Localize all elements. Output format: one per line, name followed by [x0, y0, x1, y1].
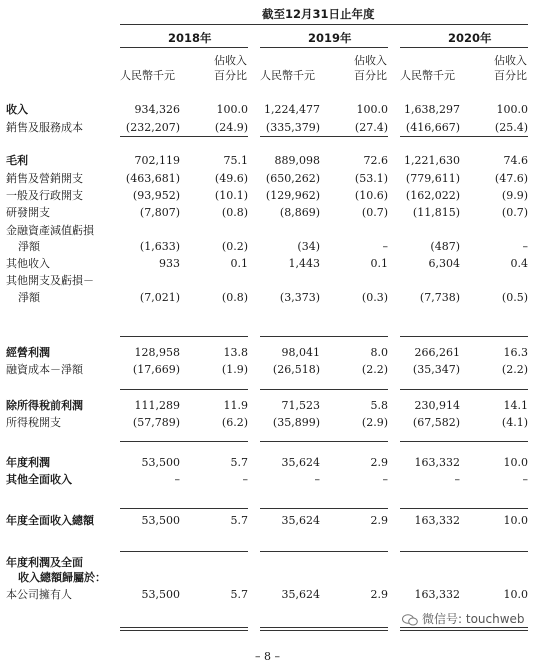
pct-header-2020-l2: 百分比 — [494, 69, 527, 82]
row-label: 其他開支及虧損－ — [6, 274, 94, 287]
wechat-watermark — [400, 610, 527, 627]
amount-cell: (487) — [430, 240, 460, 253]
watermark-text: 微信号: touchweb — [422, 612, 525, 626]
percent-cell: (0.2) — [221, 240, 248, 253]
amount-cell: 53,500 — [141, 456, 180, 469]
percent-cell: (0.7) — [361, 206, 388, 219]
amount-cell: 1,224,477 — [264, 103, 320, 116]
amount-cell: (11,815) — [412, 206, 460, 219]
row-label: 研發開支 — [6, 206, 50, 219]
amount-cell: (650,262) — [265, 172, 320, 185]
amount-cell: (3,373) — [279, 291, 320, 304]
row-label: 淨額 — [18, 240, 40, 253]
row-label: 其他全面收入 — [6, 473, 72, 486]
percent-cell: 0.1 — [370, 257, 388, 270]
percent-cell: (2.9) — [361, 416, 388, 429]
unit-header-2018: 人民幣千元 — [120, 69, 175, 82]
percent-cell: (10.6) — [354, 189, 388, 202]
percent-cell: (6.2) — [221, 416, 248, 429]
amount-cell: 230,914 — [414, 399, 460, 412]
amount-cell: 53,500 — [141, 588, 180, 601]
percent-cell: (25.4) — [494, 121, 528, 134]
percent-cell: 10.0 — [503, 514, 528, 527]
amount-cell: – — [174, 473, 180, 486]
year-rule-2019 — [260, 47, 388, 48]
amount-cell: 98,041 — [281, 346, 320, 359]
amount-cell: (779,611) — [405, 172, 460, 185]
percent-cell: (2.2) — [501, 363, 528, 376]
year-2020: 2020年 — [448, 31, 492, 45]
percent-cell: (2.2) — [361, 363, 388, 376]
amount-cell: (35,347) — [412, 363, 460, 376]
amount-cell: 6,304 — [428, 257, 460, 270]
amount-cell: (7,807) — [139, 206, 180, 219]
percent-cell: 100.0 — [496, 103, 528, 116]
percent-cell: 8.0 — [370, 346, 388, 359]
percent-cell: – — [382, 240, 388, 253]
percent-cell: 5.7 — [230, 514, 248, 527]
amount-cell: 71,523 — [281, 399, 320, 412]
amount-cell: 35,624 — [281, 456, 320, 469]
row-label: 年度全面收入總額 — [6, 514, 94, 527]
percent-cell: (9.9) — [501, 189, 528, 202]
percent-cell: – — [382, 473, 388, 486]
amount-cell: (232,207) — [125, 121, 180, 134]
percent-cell: 10.0 — [503, 588, 528, 601]
wechat-icon — [402, 614, 418, 626]
percent-cell: (0.3) — [361, 291, 388, 304]
row-label: 一般及行政開支 — [6, 189, 83, 202]
amount-cell: 53,500 — [141, 514, 180, 527]
percent-cell: 0.4 — [510, 257, 528, 270]
row-label: 金融資產減值虧損 — [6, 224, 94, 237]
row-label: 年度利潤及全面 — [6, 556, 83, 569]
year-rule-2018 — [120, 47, 248, 48]
percent-cell: (49.6) — [214, 172, 248, 185]
amount-cell: (93,952) — [132, 189, 180, 202]
percent-cell: 10.0 — [503, 456, 528, 469]
percent-cell: (4.1) — [501, 416, 528, 429]
percent-cell: (0.5) — [501, 291, 528, 304]
amount-cell: 35,624 — [281, 514, 320, 527]
percent-cell: (24.9) — [214, 121, 248, 134]
row-label: 銷售及營銷開支 — [6, 172, 83, 185]
row-label: 年度利潤 — [6, 456, 50, 469]
row-label: 經營利潤 — [6, 346, 50, 359]
percent-cell: 5.7 — [230, 456, 248, 469]
header-rule — [120, 24, 528, 25]
pct-header-2018-l1: 佔收入 — [214, 54, 247, 67]
pct-header-2020-l1: 佔收入 — [494, 54, 527, 67]
percent-cell: 14.1 — [503, 399, 528, 412]
percent-cell: 75.1 — [223, 154, 248, 167]
amount-cell: (463,681) — [125, 172, 180, 185]
amount-cell: 1,221,630 — [404, 154, 460, 167]
amount-cell: (1,633) — [139, 240, 180, 253]
percent-cell: (0.8) — [221, 206, 248, 219]
amount-cell: (162,022) — [405, 189, 460, 202]
percent-cell: 74.6 — [503, 154, 528, 167]
percent-cell: – — [522, 473, 528, 486]
percent-cell: 2.9 — [370, 514, 388, 527]
percent-cell: 16.3 — [503, 346, 528, 359]
percent-cell: (0.8) — [221, 291, 248, 304]
pct-header-2019-l2: 百分比 — [354, 69, 387, 82]
row-label: 本公司擁有人 — [6, 588, 72, 601]
amount-cell: (129,962) — [265, 189, 320, 202]
row-label: 淨額 — [18, 291, 40, 304]
amount-cell: 933 — [159, 257, 180, 270]
percent-cell: – — [522, 240, 528, 253]
percent-cell: (53.1) — [354, 172, 388, 185]
percent-cell: 100.0 — [356, 103, 388, 116]
row-label: 其他收入 — [6, 257, 50, 270]
amount-cell: 934,326 — [134, 103, 180, 116]
amount-cell: – — [454, 473, 460, 486]
amount-cell: 1,638,297 — [404, 103, 460, 116]
percent-cell: 2.9 — [370, 588, 388, 601]
row-label: 除所得稅前利潤 — [6, 399, 83, 412]
percent-cell: (1.9) — [221, 363, 248, 376]
amount-cell: – — [314, 473, 320, 486]
amount-cell: (8,869) — [279, 206, 320, 219]
amount-cell: 889,098 — [274, 154, 320, 167]
pct-header-2018-l2: 百分比 — [214, 69, 247, 82]
amount-cell: (335,379) — [265, 121, 320, 134]
percent-cell: 13.8 — [223, 346, 248, 359]
amount-cell: 163,332 — [414, 588, 460, 601]
year-2019: 2019年 — [308, 31, 352, 45]
percent-cell: 100.0 — [216, 103, 248, 116]
amount-cell: 128,958 — [134, 346, 180, 359]
row-label: 毛利 — [6, 154, 28, 167]
amount-cell: (34) — [297, 240, 320, 253]
percent-cell: (47.6) — [494, 172, 528, 185]
amount-cell: (35,899) — [272, 416, 320, 429]
percent-cell: 5.8 — [370, 399, 388, 412]
row-label: 融資成本－淨額 — [6, 363, 83, 376]
percent-cell: 72.6 — [363, 154, 388, 167]
row-label: 收入 — [6, 103, 28, 116]
amount-cell: (67,582) — [412, 416, 460, 429]
amount-cell: (7,021) — [139, 291, 180, 304]
amount-cell: 1,443 — [288, 257, 320, 270]
percent-cell: 0.1 — [230, 257, 248, 270]
page-number: – 8 – — [255, 650, 280, 663]
percent-cell: – — [242, 473, 248, 486]
year-rule-2020 — [400, 47, 528, 48]
amount-cell: 163,332 — [414, 456, 460, 469]
percent-cell: 11.9 — [223, 399, 248, 412]
period-header: 截至12月31日止年度 — [262, 7, 375, 21]
amount-cell: (7,738) — [419, 291, 460, 304]
unit-header-2019: 人民幣千元 — [260, 69, 315, 82]
amount-cell: 702,119 — [134, 154, 180, 167]
amount-cell: 35,624 — [281, 588, 320, 601]
percent-cell: (0.7) — [501, 206, 528, 219]
percent-cell: 2.9 — [370, 456, 388, 469]
row-label: 所得稅開支 — [6, 416, 61, 429]
amount-cell: 111,289 — [134, 399, 180, 412]
unit-header-2020: 人民幣千元 — [400, 69, 455, 82]
amount-cell: (26,518) — [272, 363, 320, 376]
amount-cell: (17,669) — [132, 363, 180, 376]
year-2018: 2018年 — [168, 31, 212, 45]
amount-cell: 163,332 — [414, 514, 460, 527]
percent-cell: 5.7 — [230, 588, 248, 601]
pct-header-2019-l1: 佔收入 — [354, 54, 387, 67]
amount-cell: (416,667) — [405, 121, 460, 134]
percent-cell: (27.4) — [354, 121, 388, 134]
amount-cell: 266,261 — [414, 346, 460, 359]
row-label: 銷售及服務成本 — [6, 121, 83, 134]
percent-cell: (10.1) — [214, 189, 248, 202]
row-label: 收入總額歸屬於： — [18, 571, 106, 584]
amount-cell: (57,789) — [132, 416, 180, 429]
